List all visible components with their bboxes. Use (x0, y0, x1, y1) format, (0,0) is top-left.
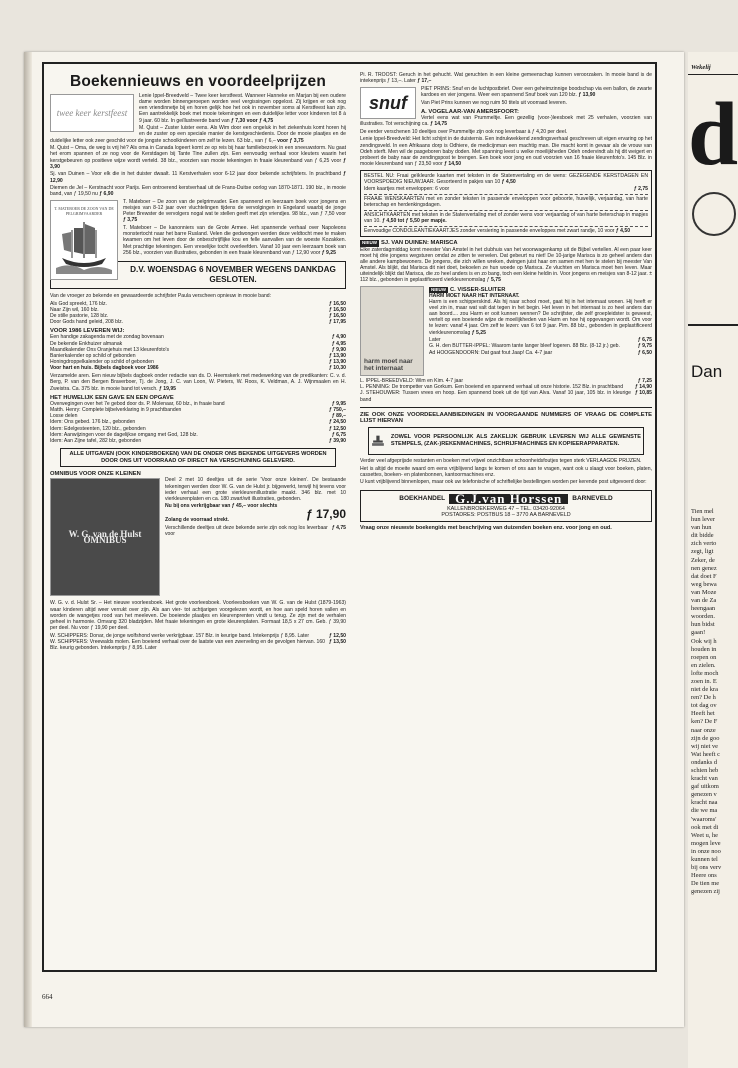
cover-caption: T. MATEBOER DE ZOON VAN DE PELGRIMVAARDER (54, 206, 114, 216)
catalog-request: Vraag onze nieuwste boekengids met beschrijving van duizenden boeken enz. voor jong en oud. (360, 525, 612, 532)
store-name: G.J.van Horssen (449, 494, 568, 504)
omnibus-description: Deel 2 met 10 deeltjes uit de serie 'Voor onze kleinen'. De bestaande tekeningen werden door W. G. van de Hulst jr. bijgewerkt, terwijl hij tevens voor ieder verhaal een grote vierkleurenillustratie maakt. 346 blz. met 10 vierkleurenplaten en ca. 180 zwart/wit illustraties, gebonden. (165, 477, 346, 502)
omnibus-price: ƒ 17,90 (305, 507, 346, 522)
article-line: hun bidst (691, 621, 715, 629)
list-item: Idem: Aan Zijne tafel, 282 blz, gebonden ƒ 39,90 (50, 437, 346, 444)
omnibus-stock-note: Zolang de voorraad strekt. (165, 517, 229, 524)
vogelaar-heading: A. VOGELAAR-VAN AMERSFOORT: (421, 108, 519, 115)
book-vogelaar: Vertel eens wat van Prummeltje. Een gezellig (voor-)leesboek met 25 verhalen, voorzien van illustraties. Tot verschijning ca. ƒ 14,75 (360, 114, 652, 128)
restanten-text: Verder veel afgeprijsde restanten en boeken met vrijwel onzichtbare schoonheidsfoutjes tegen sterk VERLAAGDE PRIJZEN. (360, 457, 642, 464)
new-badge: NIEUW (362, 240, 377, 246)
article-line: niet de kra (691, 686, 718, 694)
book-van-duinen-duister: Sj. van Duinen – Voor elk die in het duister dwaalt. 11 Kerstverhalen voor 6-12 jaar door bekende schrijfsters. In prachtband ƒ 12,90 (50, 171, 346, 184)
book-mateboer-pelgrim: T. Mateboer – De zoon van de pelgrimvader. Een spannend en leerzaam boek voor jongens en meisjes van 8-12 jaar over vluchtelingen tijdens de vervolgingen in Engeland waarbij de jonge Peter Brewster de vervolgers nogal wat te stellen geeft met zijn vriendjes. 98 blz., van ƒ 7,50 voor ƒ 3,75 (123, 199, 346, 224)
article-line: Weet u, he (691, 831, 718, 839)
snuf-more: Van Piet Prins kunnen we nog ruim 50 titels uit voorraad leveren. (421, 99, 568, 106)
page-number: 664 (42, 993, 53, 1001)
article-line: heengaan (691, 605, 716, 613)
article-line: hun lever (691, 516, 715, 524)
article-line: kunnen tel (691, 856, 718, 864)
store-logo (364, 490, 648, 506)
bestel-kaarten: BESTEL NU: Fraai geïkleurde kaarten met teksten in de Statenvertaling en de wens: GEZEGENDE KERSTDAGEN EN VOORSPOEDIG NIEUWJAAR. Gesorteerd in pakjes van 10 ƒ 4,50 (364, 173, 648, 186)
article-line: dat doet F (691, 572, 717, 580)
book-de-jel: Diemen de Jel – Kerstnacht voor Parijs. Een ontroerend kerstverhaal uit de Frans-Duitse oorlog van 1870-1871. 190 blz., in mooie band, van ƒ 19,50 nu ƒ 6,90 (50, 185, 346, 198)
article-line: van de Za (691, 597, 717, 605)
office-machines-box (368, 427, 644, 455)
list-item: Idem: Edelgesteenten, 120 blz., gebonden ƒ 12,50 (50, 425, 346, 432)
masthead-letter: d (688, 85, 738, 184)
book-hulst-voorleesboek: W. G. v. d. Hulst Sr. – Het nieuwe voorleesboek. Het grote voorleesboek. Voorleesboeken van W. G. van de Hulst (1879-1963) waar kinderen altijd weer verrukt over zijn. Als aan vier- tot achtjarigen voorgelezen wordt, en hoe aan speld horen vallen en worden de wangetjes rood van het meeleven. De boeiende plaatjes en kleurenprenten vindt u terug. Ze zijn met de verhalen geheel in harmonie. Omvang 320 bladzijden. Met fraaie tekeningen en grote kleurenplaten. Formaat 18,5 x 27 cm. Geb. ƒ 39,90 per deel. Nu voor ƒ 19,90 per deel. (50, 600, 346, 631)
article-line: zegt, ligt (691, 548, 714, 556)
article-line: Tien mel (691, 508, 714, 515)
store-postal-address: POSTADRES: POSTBUS 18 – 3770 AA BARNEVELD (441, 511, 571, 518)
article-line: bij ons verv (691, 864, 722, 872)
sluiter-later: Later ƒ 6,75 (429, 337, 652, 344)
book-ippel-twee-keer: Lenie Ippel-Breedveld – Twee keer kerstfeest. Wanneer Hanneke en Marjan bij een oudere dame worden binnengeroepen worden veel vergissingen opgelost. Zij krijgen er ook nog een vriendinnetje bij en horen gelijk hoe het ook in november soms al Kerstfeest kan zijn. Een aantrekkelijk boek met mooie tekeningen en een duidelijke letter voor kinderen tot 8 à 9 jaar. 60 blz. In geïllustreerde band van ƒ 7,30 voor ƒ 4,75 (139, 93, 346, 124)
store-city: BARNEVELD (572, 494, 613, 502)
list-item: Een handige zakagenda met de zondag bovenaan ƒ 4,90 (50, 334, 346, 341)
article-line: houden in (691, 645, 717, 653)
book-troost: Pi. R. TROOST: Geruch in het gehucht. Wat geruchten in een kleine gemeenschap kunnen veroorzaken. In mooie band is de intekenprijs ƒ 13,–. Later ƒ 17,– (360, 72, 652, 85)
article-line: woorden. (691, 613, 715, 621)
article-line: ren? De h (691, 694, 716, 702)
serie-offer: Verschillende deeltjes uit deze bekende serie zijn ook nog los leverbaar voor ƒ 4,75 (165, 524, 346, 538)
store-type: BOEKHANDEL (399, 494, 446, 502)
paula-intro: Van de vroeger zo bekende en gewaardeerde schrijfster Paula verscheen opnieuw in mooie band: (50, 292, 272, 299)
article-line: weg bewa (691, 580, 717, 588)
kalender-list (50, 334, 346, 371)
article-line: Heeft het (691, 710, 715, 718)
article-line: gaf uitkom (691, 783, 719, 791)
article-line: in onze noo (691, 847, 721, 855)
book-cover-twee-keer-kerstfeest: twee keer kerstfeest (50, 94, 134, 132)
article-line: Heere ons (691, 872, 717, 880)
bookshop-advertisement (42, 62, 657, 972)
office-machines-text: ZOWEL VOOR PERSOONLIJK ALS ZAKELIJK GEBRUIK LEVEREN WIJ ALLE GEWENSTE STEMPELS, (ZAK-)REKENMACHINES, SCHRIJFMACHINES EN KOPIEERAPPARATEN. (390, 434, 641, 447)
article-line: mogen leve (691, 839, 721, 847)
left-column (50, 72, 346, 651)
order-text: U kunt vrijblijvend binnenlopen, maar ook uw telefonische of schriftelijke bestellingen worden per kerende post uitgevoerd door: (360, 479, 647, 486)
article-line: kracht van (691, 775, 718, 783)
omnibus-heading: OMNIBUS VOOR ONZE KLEINEN (50, 471, 141, 478)
paula-list (50, 301, 346, 326)
cover-caption: harm moet naar het internaat (364, 358, 413, 373)
voor-1986-heading: VOOR 1986 LEVEREN WIJ: (50, 328, 125, 335)
article-line: zich verto (691, 540, 717, 548)
article-heading: Dan (691, 362, 723, 381)
uitgaven-notice: ALLE UITGAVEN (OOK KINDERBOEKEN) VAN DE ONDER ONS BEKENDE UITGEVERS WORDEN DOOR ONS UIT VOORRAAD OF DIRECT NA VERSCHIJNING GELEVERD. (60, 448, 336, 467)
article-text (691, 508, 738, 897)
visit-text: Het is altijd de moeite waard om eens vrijblijvend langs te komen of ons aan te vragen, want ook u slaagt voor boeken, platen, cassettes, boeken- en platenbonnen, kantoormachines enz. (360, 465, 652, 478)
emblem-icon (692, 192, 736, 236)
article-line: die we ma (691, 807, 718, 815)
list-item: Idem: Ons gebed. 176 blz., gebonden ƒ 24,50 (50, 419, 346, 426)
omnibus-offer: Nu bij ons verkrijgbaar van ƒ 45,– voor slechts (165, 503, 278, 510)
book-schippers-donar: W. SCHIPPERS: Donar, de jonge wolfshond werke verkrijgbaar. 157 Blz. in keurige band. Intekenprijs ƒ 8,95. Later ƒ 12,50 (50, 632, 346, 639)
right-column (360, 72, 652, 533)
store-block (360, 490, 652, 522)
article-line: naar onze (691, 726, 716, 734)
closed-notice: D.V. WOENSDAG 6 NOVEMBER WEGENS DANKDAG GESLOTEN. (50, 261, 346, 289)
article-line: nen genez (691, 564, 717, 572)
list-item: Voor hart en huis. Bijbels dagboek voor 1986 ƒ 10,30 (50, 365, 346, 372)
list-item: Door Gods hand geleid, 208 blz. ƒ 17,95 (50, 319, 346, 326)
book-cover-pelgrimvader (50, 200, 118, 280)
book-quist-oma: M. Quist – Oma, de weg is vrij hè? Als oma in Canada logeert komt ze op reis bij haar familiebezoek in een sneeuwstorm. Nu gaat het erom spannen of ze nog voor de Kerstdagen bij Tante Tine zullen zijn. Een eenvoudig verhaal voor kleuters waarin het kerstgebeuren op positieve wijze wordt verteld. 38 blz., voorzien van mooie tekeningen in fraaie kleurenband van ƒ 6,25 voor ƒ 3,90 (50, 145, 346, 170)
book-marisca: Elke zaterdagmiddag komt meester Van Amstel in het clubhuis van het woonwagenkamp uit de Bijbel vertellen. Al een paar keer moet hij drie jongens wegsturen omdat ze zitten te vervelen. Dat gebeurt nu niet! De 10-jarige Marisca is zo geheel anders dan alle andere kampbewoners. De jongens, die zich willen wreken, dwingen juist haar om samen met hen te stelen bij meester Van Amstel. Als blijkt, dat Marisca dit niet doet, bekoelen ze hun woede op Marisca. Ze vluchten en Marisca moet hen leven. Maar uiteindelijk blijkt dat Marisca, die zo heel anders is en zo bang, toch een kleine heldin in. Voor jongens en meisjes van 8-12 jaar. ± 112 blz., gebonden in geplastificeerd vierkleurenomslag ƒ 5,75 (360, 246, 652, 284)
adjacent-page (688, 52, 738, 1068)
aanbieding-heading: ZIE OOK ONZE VOORDEELAANBIEDINGEN IN VOORGAANDE NUMMERS OF VRAAG DE COMPLETE LIJST HIERVAN (360, 411, 652, 424)
book-butter: G. H. den BUTTER-IPPEL: Waarom tante langer bleef logeren. 88 Blz. (8-12 jr.) geb. ƒ 9,75 (429, 343, 652, 350)
article-line: wij niet ve (691, 742, 718, 750)
article-line: Ook wij h (691, 637, 717, 645)
wenskaarten: FRAAIE WENSKAARTEN met en zonder teksten in passende enveloppen voor geboorte, huwelijk, verjaardag, van harte beterschap en herdenkingsdagen. (364, 195, 648, 208)
book-quist-zuster: M. Quist – Zuster luister eens. Als Wim door een ongeluk in het ziekenhuis komt horen hij en de zuster op een speciale manier de kerstgeschiedenis. Door de mooie plaatjes en de duidelijke letter ook zeer geschikt voor de jongste schoolkinderen om zelf te lezen. 63 blz., van ƒ 6,– voor ƒ 3,75 (50, 125, 346, 144)
adjacent-page-header: Wekelij (691, 64, 711, 71)
article-line: en zielen. (691, 661, 716, 669)
divider (688, 74, 738, 75)
article-line: kracht naa (691, 799, 718, 807)
sluiter-title: HARM MOET NAAR HET INTERNAAT. (429, 292, 520, 299)
book-sluiter: Harm is een schipperskind. Als hij naar school moet, gaat hij in het internaat wonen. Hij heeft er veel zin in, maar wat valt dat tegen in het begin. Het leven in het internaat is zo heel anders dan aan boord.... zou Harm er ooit kunnen wennen? De schrijfster, die zelf groepleidster is geweest, vertelt op een boeiende wijze de moeilijkheden van Harm en hoe hij opgevangen wordt. Om voor te lezen: vanaf 4 jaar. Om zelf te lezen: van 6 tot 9 jaar. Pim. 88 blz., gebonden in geplastificeerd vierkleurenomslag ƒ 5,25 (429, 298, 652, 336)
cards-box (360, 170, 652, 237)
article-line: ken? De F (691, 718, 718, 726)
book-snuf: PIET PRINS: Snuf en de luchtpostbrief. Over een geheimzinnige boodschap via een ballon, de zwarte kardoes en vier jongens. Weer een spannend Snuf boek van 120 blz. ƒ 13,90 (421, 85, 652, 98)
book-ippel-wim: L. IPPEL-BREEDVELD: Wim en Kim. 4-7 jaar ƒ 7,25 (360, 378, 652, 385)
article-line: zoen in. E (691, 677, 717, 685)
book-huwelijk: Overwegingen over het 7e gebod door ds. P. Molenaar, 60 blz., in fraaie band ƒ 9,95 (50, 400, 346, 407)
marisca-heading: NIEUW SJ. VAN DUINEN: MARISCA (362, 240, 458, 247)
list-item: De bekende Enkhuizer almanak ƒ 4,95 (50, 340, 346, 347)
article-line: Wat heeft c (691, 750, 720, 758)
list-item: De stille pastorie, 128 blz. ƒ 16,50 (50, 312, 346, 319)
new-badge: NIEUW (431, 286, 446, 292)
article-line: lofte moch (691, 669, 719, 677)
list-item: Honingdroppelkalender op schild of gebonden ƒ 13,90 (50, 358, 346, 365)
page-title: Boekennieuws en voordeelprijzen (70, 73, 326, 90)
article-line: zijn de goo (691, 734, 720, 742)
book-hoogendoorn: Ad HOOGENDOORN: Dat gaat fout Jaap! Ca. 4-7 jaar ƒ 6,50 (429, 349, 652, 356)
divider (688, 324, 738, 326)
article-line: ook met di (691, 823, 719, 831)
snuf-logo: snuf (360, 87, 416, 119)
article-line: 'waaroms' (691, 815, 717, 823)
article-line: genezen zij (691, 888, 720, 896)
stamp-icon (371, 430, 385, 452)
vogelaar-more: De eerder verschenen 10 deeltjes over Prummeltje zijn ook nog leverbaar à ƒ 4,20 per deel. (360, 128, 568, 135)
book-penning: L. PENNING: De trompetter van Gorkum. Een boeiend en spannend verhaal uit onze historie. 152 Blz. in prachtband ƒ 14,90 (360, 384, 652, 391)
list-item: Idem: Aanwijzingen voor de dagelijkse omgang met God, 128 blz. ƒ 6,75 (50, 431, 346, 438)
book-verzamelde-aren: Verzamelde aren. Een nieuw bijbels dagboek onder redactie van ds. D. Heemskerk met medewerking van de predikanten: C. v. d. Berg, P. van den Bergen Braverboer, Tj. de Jong, J. C. van Loon, W. Pieters, W. Roos, K. Veldman, A. J. Wijnmaalen en H. Zweistra. Ca. 375 blz. in mooie band tot versch. ƒ 19,95 (50, 373, 346, 392)
henry-list (50, 407, 346, 444)
list-item: Maandkalender Ons Oranjehuis met 13 kleurenfoto's ƒ 9,90 (50, 346, 346, 353)
list-item: Losse delen ƒ 89,– (50, 413, 346, 420)
article-line: ondanks d (691, 758, 718, 766)
book-schippers-molen: W. SCHIPPERS: Vreewalds molen. Een boeiend verhaal over de laatste van een zwerveling en de gevolgen hiervan. 160 Blz. keurig gebonden. Intekenprijs ƒ 8,95. Later ƒ 13,50 (50, 638, 346, 651)
ansichtkaarten: ANSICHTKAARTEN met teksten in de Statenvertaling met of zonder wens voor verjaardag of van harte beterschap in mapjes van 10. ƒ 4,50 tot ƒ 5,50 per mapje. (364, 211, 648, 225)
condoleantiekaartjes: Eenvoudige CONDOLEANTIEKAARTJES zonder versiering in passende enveloppes met zwart randje, 10 voor ƒ 4,50 (364, 226, 648, 234)
article-line: van Moze (691, 588, 717, 596)
article-line: schien heb (691, 767, 719, 774)
article-line: genezen v (691, 791, 717, 799)
ship-illustration-icon (56, 216, 112, 274)
list-item: Naar Zijn wil, 160 blz. ƒ 16,50 (50, 306, 346, 313)
list-item: Als God spreekt, 176 blz. ƒ 16,50 (50, 300, 346, 307)
article-line: dit bidde (691, 532, 714, 540)
store-address: KALLENBROEKERWEG 47 – TEL. 03420-92064 (447, 505, 565, 512)
divider (360, 407, 652, 408)
huwelijk-heading: HET HUWELIJK EEN GAVE EN EEN OPGAVE (50, 394, 174, 401)
list-item: Matth. Henry: Complete bijbelverklaring in 9 prachtbanden ƒ 750,– (50, 407, 346, 414)
book-mateboer-kanonniers: T. Mateboer – De kanonniers van de Grote Armee. Het spannende verhaal over Napoleons monstertocht naar het barre Rusland. Velen die gedwongen werden deze veldtocht mee te maken kwamen om het leven door de onbeschrijflijke kou en felle aanvallen van de woeste Kozakken. Met prachtige tekeningen. Een vreselijke tocht overleefden. Vanaf 10 jaar een leerzaam boek van 256 blz., voorzien van illustraties, gebonden in een fraaie kleurenband van ƒ 12,90 voor ƒ 9,25 (123, 225, 346, 256)
article-line: van hun (691, 524, 712, 532)
book-cover-harm (360, 286, 424, 376)
list-item: Banierkalender op schild of gebonden ƒ 13,90 (50, 352, 346, 359)
sluiter-heading: NIEUW C. VISSER-SLUITER (431, 286, 506, 293)
book-stehouwer: J. STEHOUWER: Tussen vrees en hoop. Een spannend boek uit de tijd van Alva. Vanaf 10 jaar, 105 blz. in kleurige band ƒ 10,85 (360, 390, 652, 403)
article-line: tot dag ov (691, 702, 717, 710)
article-line: gaan! (691, 629, 706, 637)
book-cover-omnibus: W. G. van de Hulst OMNIBUS (50, 478, 160, 596)
bestel-kaartjes: Idem kaartjes met enveloppen: 6 voor ƒ 2,75 (364, 185, 648, 192)
article-line: roepen on (691, 653, 717, 661)
article-line: De tien me (691, 880, 720, 888)
book-ippel-licht: Lenie Ippel-Breedveld: Het licht schijnt in de duisternis. Een indrukwekkend zendingsverhaal geschreven uit eigen ervaring op het zendingsveld. In een Afrikaans dorp is Odhiere, de medicijnman een machtig man. Die macht komt in gevaar als de vrouw van Odeh sterft. Men wil de pasgeboren baby doden. Met spanning leest u welke moeilijkheden Odeh ondervindt als hij dit weigert en probeert de baby naar de zendingspost te brengen. Een boek voor jong en oud voorzien van 16 fraaie kleurenfoto's. 145 Blz. in mooie kleurenband van ƒ 23,50 voor ƒ 14,50 (360, 136, 652, 168)
article-line: Zeker, de (691, 556, 715, 564)
page-spine (24, 52, 32, 1027)
